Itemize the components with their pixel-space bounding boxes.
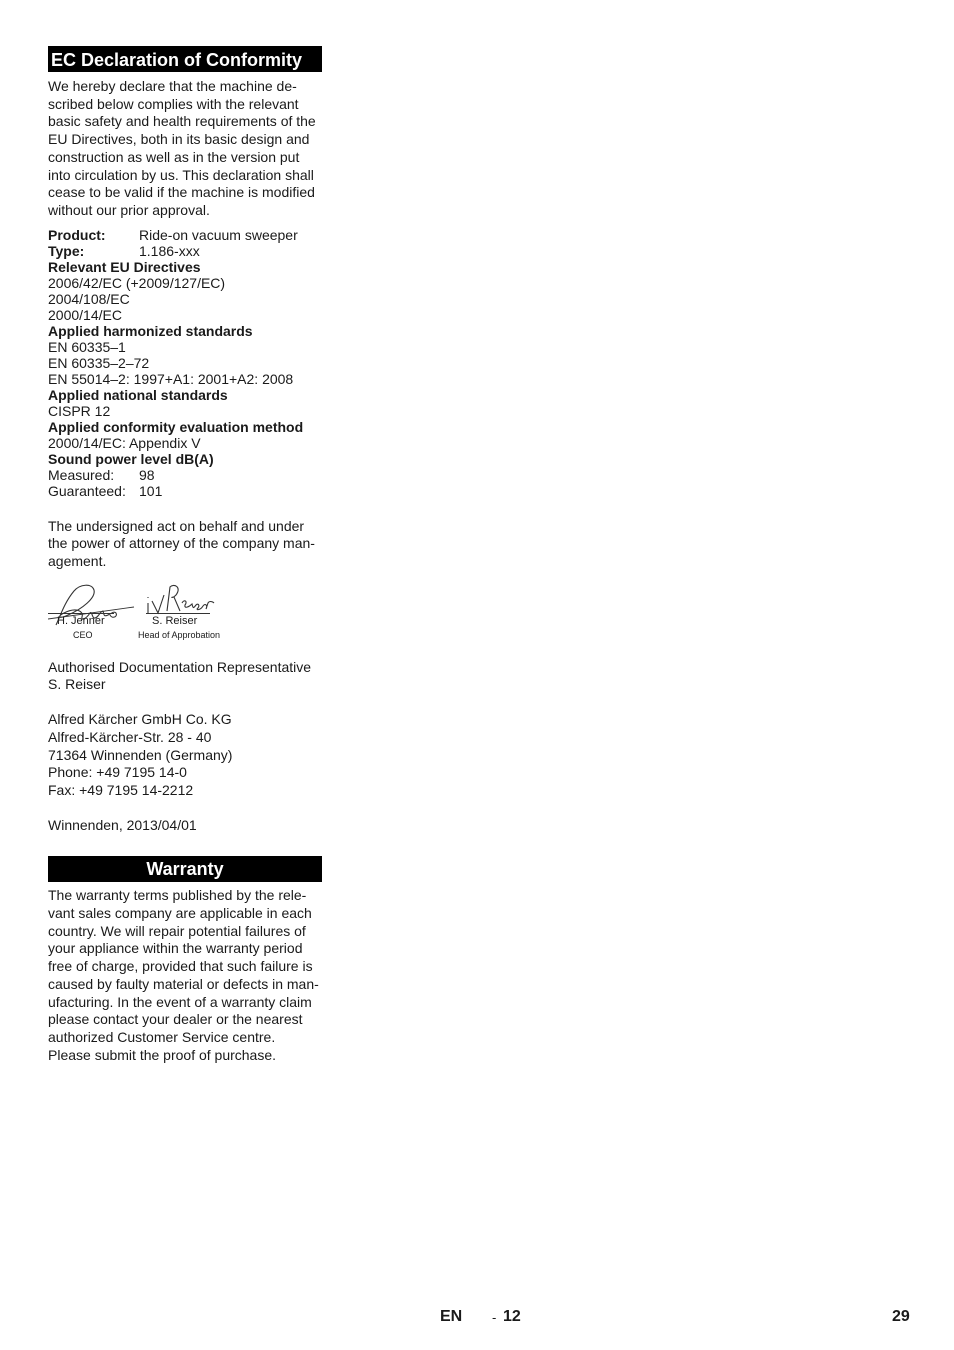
product-value: Ride-on vacuum sweeper [139,226,298,243]
undersigned-paragraph [48,518,322,571]
signatory-title-jenner: CEO [73,629,93,640]
directive-item: 2006/42/EC (+2009/127/EC) [48,274,226,291]
harmonized-standard-item: EN 60335–2–72 [48,354,150,371]
company-address [48,711,322,800]
undersigned-line: the power of attorney of the company man- [48,535,315,552]
warranty-line: free of charge, provided that such failure is [48,958,313,975]
footer-dash: - [492,1310,497,1325]
harmonized-standard-item: EN 55014–2: 1997+A1: 2001+A2: 2008 [48,370,294,387]
warranty-line: The warranty terms published by the rele- [48,887,307,904]
product-label: Product: [48,226,106,243]
warranty-paragraph [48,887,322,1064]
representative-block [48,659,322,694]
ec-declaration-heading: EC Declaration of Conformity [48,46,322,72]
directive-item: 2000/14/EC [48,306,122,323]
warranty-line: please contact your dealer or the nearest [48,1011,303,1028]
intro-line: without our prior approval. [48,201,210,218]
signatory-title-reiser: Head of Approbation [138,629,221,640]
harmonized-standard-item: EN 60335–1 [48,338,126,355]
address-line: Alfred-Kärcher-Str. 28 - 40 [48,728,212,745]
footer-language-code: EN [440,1308,463,1325]
measured-row [48,467,322,483]
warranty-line: authorized Customer Service centre. [48,1028,276,1045]
undersigned-line: The undersigned act on behalf and under [48,517,305,534]
intro-line: We hereby declare that the machine de- [48,78,297,94]
intro-line: basic safety and health requirements of the [48,113,316,130]
place-date: Winnenden, 2013/04/01 [48,816,197,833]
warranty-line: Please submit the proof of purchase. [48,1046,277,1063]
address-line: Fax: +49 7195 14-2212 [48,781,194,798]
intro-line: scribed below complies with the relevant [48,95,299,112]
directives-heading: Relevant EU Directives [48,258,201,275]
signatory-name-jenner: H. Jenner [57,614,105,627]
address-line: Alfred Kärcher GmbH Co. KG [48,711,232,728]
signatory-name-reiser: S. Reiser [152,614,198,627]
signatures-block [48,581,322,647]
warranty-line: ufacturing. In the event of a warranty claim [48,993,312,1010]
warranty-line: your appliance within the warranty period [48,940,303,957]
warranty-line: vant sales company are applicable in each [48,905,312,922]
guaranteed-label: Guaranteed: [48,482,126,499]
warranty-line: caused by faulty material or defects in man- [48,975,319,992]
signature-line-reiser [146,613,210,614]
type-value: 1.186-xxx [139,242,200,259]
address-line: Phone: +49 7195 14-0 [48,764,187,781]
sound-power-heading: Sound power level dB(A) [48,450,214,467]
national-standard-item: CISPR 12 [48,402,111,419]
signature-line-jenner [48,613,114,614]
measured-label: Measured: [48,466,115,483]
ec-intro-paragraph [48,78,322,220]
measured-value: 98 [139,466,155,483]
undersigned-line: agement. [48,553,107,570]
address-line: 71364 Winnenden (Germany) [48,746,233,763]
type-row [48,243,322,259]
representative-line: Authorised Documentation Representative [48,658,312,675]
guaranteed-value: 101 [139,482,163,499]
left-column [48,46,322,1064]
national-standards-heading: Applied national standards [48,386,228,403]
product-row [48,227,322,243]
representative-line: S. Reiser [48,676,106,693]
warranty-heading: Warranty [48,856,322,882]
evaluation-method-heading: Applied conformity evaluation method [48,418,304,435]
intro-line: into circulation by us. This declaration shall [48,166,314,183]
product-specs [48,227,322,499]
warranty-line: country. We will repair potential failures of [48,922,306,939]
intro-line: EU Directives, both in its basic design and [48,131,310,148]
intro-line: construction as well as in the version put [48,148,300,165]
evaluation-method-item: 2000/14/EC: Appendix V [48,434,201,451]
directive-item: 2004/108/EC [48,290,130,307]
type-label: Type: [48,242,85,259]
guaranteed-row [48,483,322,499]
footer-page-number: 29 [892,1308,910,1325]
harmonized-standards-heading: Applied harmonized standards [48,322,253,339]
intro-line: cease to be valid if the machine is modified [48,184,315,201]
footer-section-page: 12 [503,1308,521,1325]
